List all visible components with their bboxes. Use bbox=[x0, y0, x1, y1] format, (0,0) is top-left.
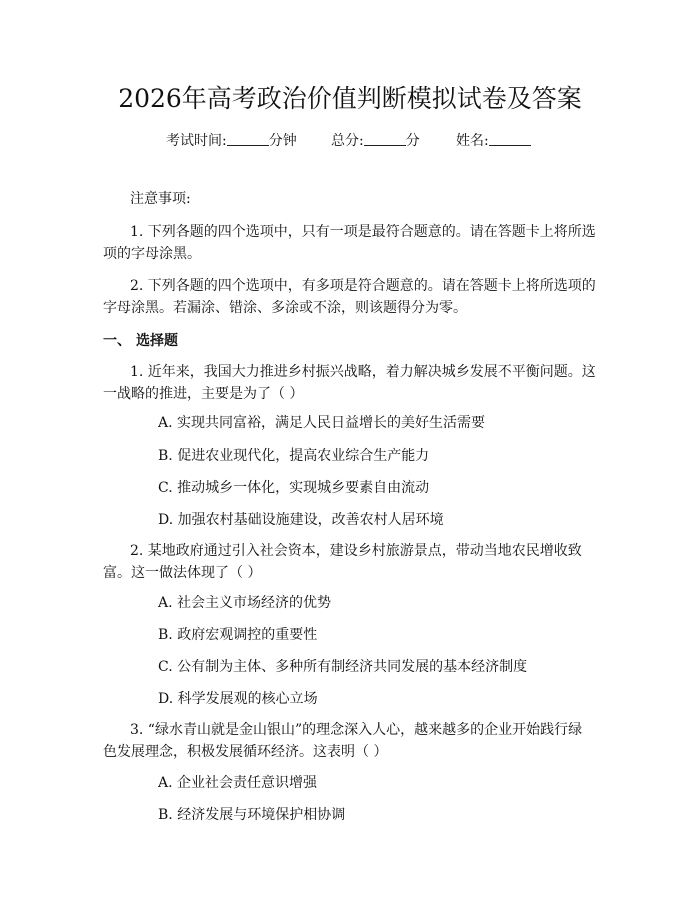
page-title: 2026年高考政治价值判断模拟试卷及答案 bbox=[118, 84, 582, 113]
notice-item-1-line-1: 1. 下列各题的四个选项中，只有一项是最符合题意的。请在答题卡上将所选 bbox=[130, 224, 596, 240]
question-2-option-c: C. 公有制为主体、多种所有制经济共同发展的基本经济制度 bbox=[158, 659, 528, 675]
exam-time-field bbox=[166, 131, 297, 151]
notice-heading: 注意事项: bbox=[130, 191, 191, 207]
question-1-option-a: A. 实现共同富裕，满足人民日益增长的美好生活需要 bbox=[158, 415, 486, 431]
question-2-stem-line-2: 富。这一做法体现了（ ） bbox=[103, 565, 262, 581]
question-1-stem-line-1: 1. 近年来，我国大力推进乡村振兴战略，着力解决城乡发展不平衡问题。这 bbox=[130, 364, 596, 380]
exam-time-blank bbox=[227, 131, 269, 146]
question-2-option-d: D. 科学发展观的核心立场 bbox=[158, 691, 318, 707]
notice-item-2-line-1: 2. 下列各题的四个选项中，有多项是符合题意的。请在答题卡上将所选项的 bbox=[130, 278, 596, 294]
total-score-unit: 分 bbox=[405, 133, 420, 149]
question-2-option-b: B. 政府宏观调控的重要性 bbox=[158, 627, 318, 643]
question-3-option-b: B. 经济发展与环境保护相协调 bbox=[158, 807, 346, 823]
question-2-option-a: A. 社会主义市场经济的优势 bbox=[158, 595, 332, 611]
question-3-stem-line-2: 色发展理念，积极发展循环经济。这表明（ ） bbox=[103, 744, 388, 760]
question-1-stem-line-2: 一战略的推进，主要是为了（ ） bbox=[103, 386, 304, 402]
question-1-option-c: C. 推动城乡一体化，实现城乡要素自由流动 bbox=[158, 480, 430, 496]
notice-item-1-line-2: 项的字母涂黑。 bbox=[103, 246, 201, 262]
section-number: 一、 bbox=[103, 333, 131, 349]
total-score-label: 总分: bbox=[331, 133, 364, 149]
section-title: 选择题 bbox=[136, 333, 178, 349]
notice-item-2-line-2: 字母涂黑。若漏涂、错涂、多涂或不涂，则该题得分为零。 bbox=[103, 300, 467, 316]
question-3-option-a: A. 企业社会责任意识增强 bbox=[158, 775, 318, 791]
question-3-stem-line-1: 3. “绿水青山就是金山银山”的理念深入人心，越来越多的企业开始践行绿 bbox=[130, 722, 583, 738]
exam-time-label: 考试时间: bbox=[166, 133, 227, 149]
question-2-stem-line-1: 2. 某地政府通过引入社会资本，建设乡村旅游景点，带动当地农民增收致 bbox=[130, 543, 582, 559]
question-1-option-d: D. 加强农村基础设施建设，改善农村人居环境 bbox=[158, 512, 444, 528]
student-name-field bbox=[456, 131, 531, 151]
student-name-label: 姓名: bbox=[456, 133, 489, 149]
exam-time-unit: 分钟 bbox=[268, 133, 297, 149]
question-1-option-b: B. 促进农业现代化，提高农业综合生产能力 bbox=[158, 448, 430, 464]
total-score-field bbox=[331, 131, 420, 151]
total-score-blank bbox=[364, 131, 406, 146]
student-name-blank bbox=[489, 131, 531, 146]
